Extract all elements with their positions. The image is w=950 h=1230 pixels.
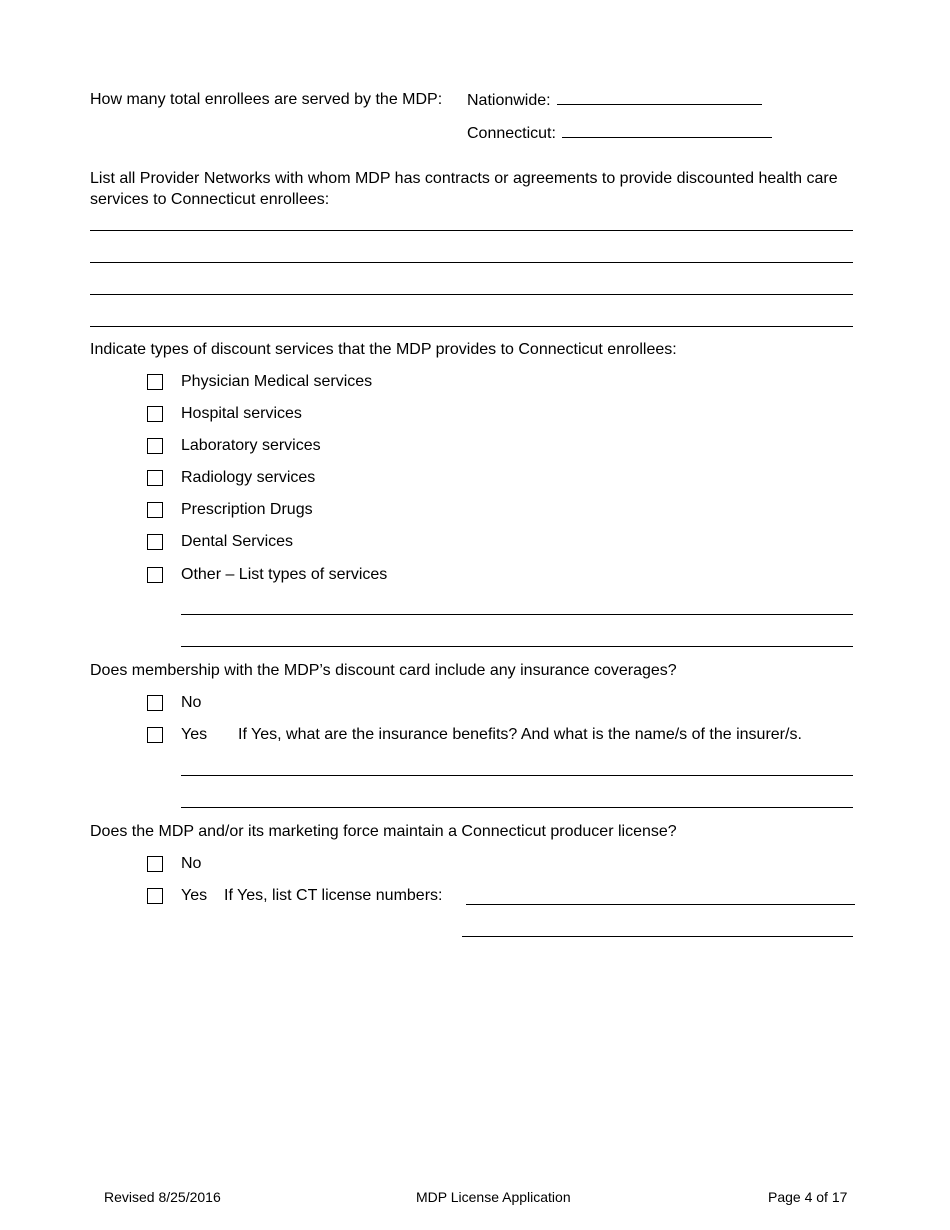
laboratory-checkbox[interactable]	[147, 438, 163, 454]
license-no-label: No	[181, 855, 202, 872]
radiology-checkbox[interactable]	[147, 470, 163, 486]
radiology-label: Radiology services	[181, 469, 316, 486]
insurance-details-line-2[interactable]	[181, 807, 853, 808]
insurance-no-checkbox[interactable]	[147, 695, 163, 711]
insurance-yes-label: Yes	[181, 726, 208, 743]
nationwide-input[interactable]	[557, 90, 762, 105]
nationwide-label: Nationwide:	[467, 92, 551, 109]
footer-page-number: Page 4 of 17	[768, 1189, 848, 1205]
dental-checkbox[interactable]	[147, 534, 163, 550]
enrollees-question-text: How many total enrollees are served by the MDP:	[90, 91, 443, 108]
physician-medical-checkbox[interactable]	[147, 374, 163, 390]
license-numbers-line-2[interactable]	[462, 936, 853, 937]
prescription-drugs-label: Prescription Drugs	[181, 501, 313, 518]
insurance-no-label: No	[181, 694, 202, 711]
license-no-checkbox[interactable]	[147, 856, 163, 872]
nationwide-row	[467, 90, 762, 111]
insurance-question: Does membership with the MDP’s discount card include any insurance coverages?	[90, 662, 677, 679]
footer-revised-date: Revised 8/25/2016	[104, 1189, 221, 1205]
provider-networks-line-3[interactable]	[90, 294, 853, 295]
license-numbers-line-1[interactable]	[466, 904, 855, 905]
dental-label: Dental Services	[181, 533, 294, 550]
other-services-label: Other – List types of services	[181, 566, 388, 583]
insurance-yes-checkbox[interactable]	[147, 727, 163, 743]
connecticut-row	[467, 123, 772, 144]
producer-license-question: Does the MDP and/or its marketing force maintain a Connecticut producer license?	[90, 823, 677, 840]
provider-networks-line-2[interactable]	[90, 262, 853, 263]
license-yes-label: Yes	[181, 887, 208, 904]
other-services-checkbox[interactable]	[147, 567, 163, 583]
insurance-yes-followup: If Yes, what are the insurance benefits? And what is the name/s of the insurer/s.	[238, 726, 802, 743]
footer-title: MDP License Application	[416, 1189, 571, 1205]
provider-networks-line-1[interactable]	[90, 230, 853, 231]
laboratory-label: Laboratory services	[181, 437, 321, 454]
insurance-details-line-1[interactable]	[181, 775, 853, 776]
provider-networks-question: List all Provider Networks with whom MDP has contracts or agreements to provide discounted health care services to Connecticut enrollees:	[90, 170, 838, 208]
hospital-checkbox[interactable]	[147, 406, 163, 422]
license-yes-followup: If Yes, list CT license numbers:	[224, 887, 443, 904]
enrollees-question	[90, 90, 442, 110]
license-yes-checkbox[interactable]	[147, 888, 163, 904]
other-services-line-1[interactable]	[181, 614, 853, 615]
physician-medical-label: Physician Medical services	[181, 373, 373, 390]
connecticut-label: Connecticut:	[467, 125, 556, 142]
hospital-label: Hospital services	[181, 405, 302, 422]
other-services-line-2[interactable]	[181, 646, 853, 647]
connecticut-input[interactable]	[562, 123, 772, 138]
provider-networks-line-4[interactable]	[90, 326, 853, 327]
discount-services-question: Indicate types of discount services that the MDP provides to Connecticut enrollees:	[90, 341, 677, 358]
prescription-drugs-checkbox[interactable]	[147, 502, 163, 518]
